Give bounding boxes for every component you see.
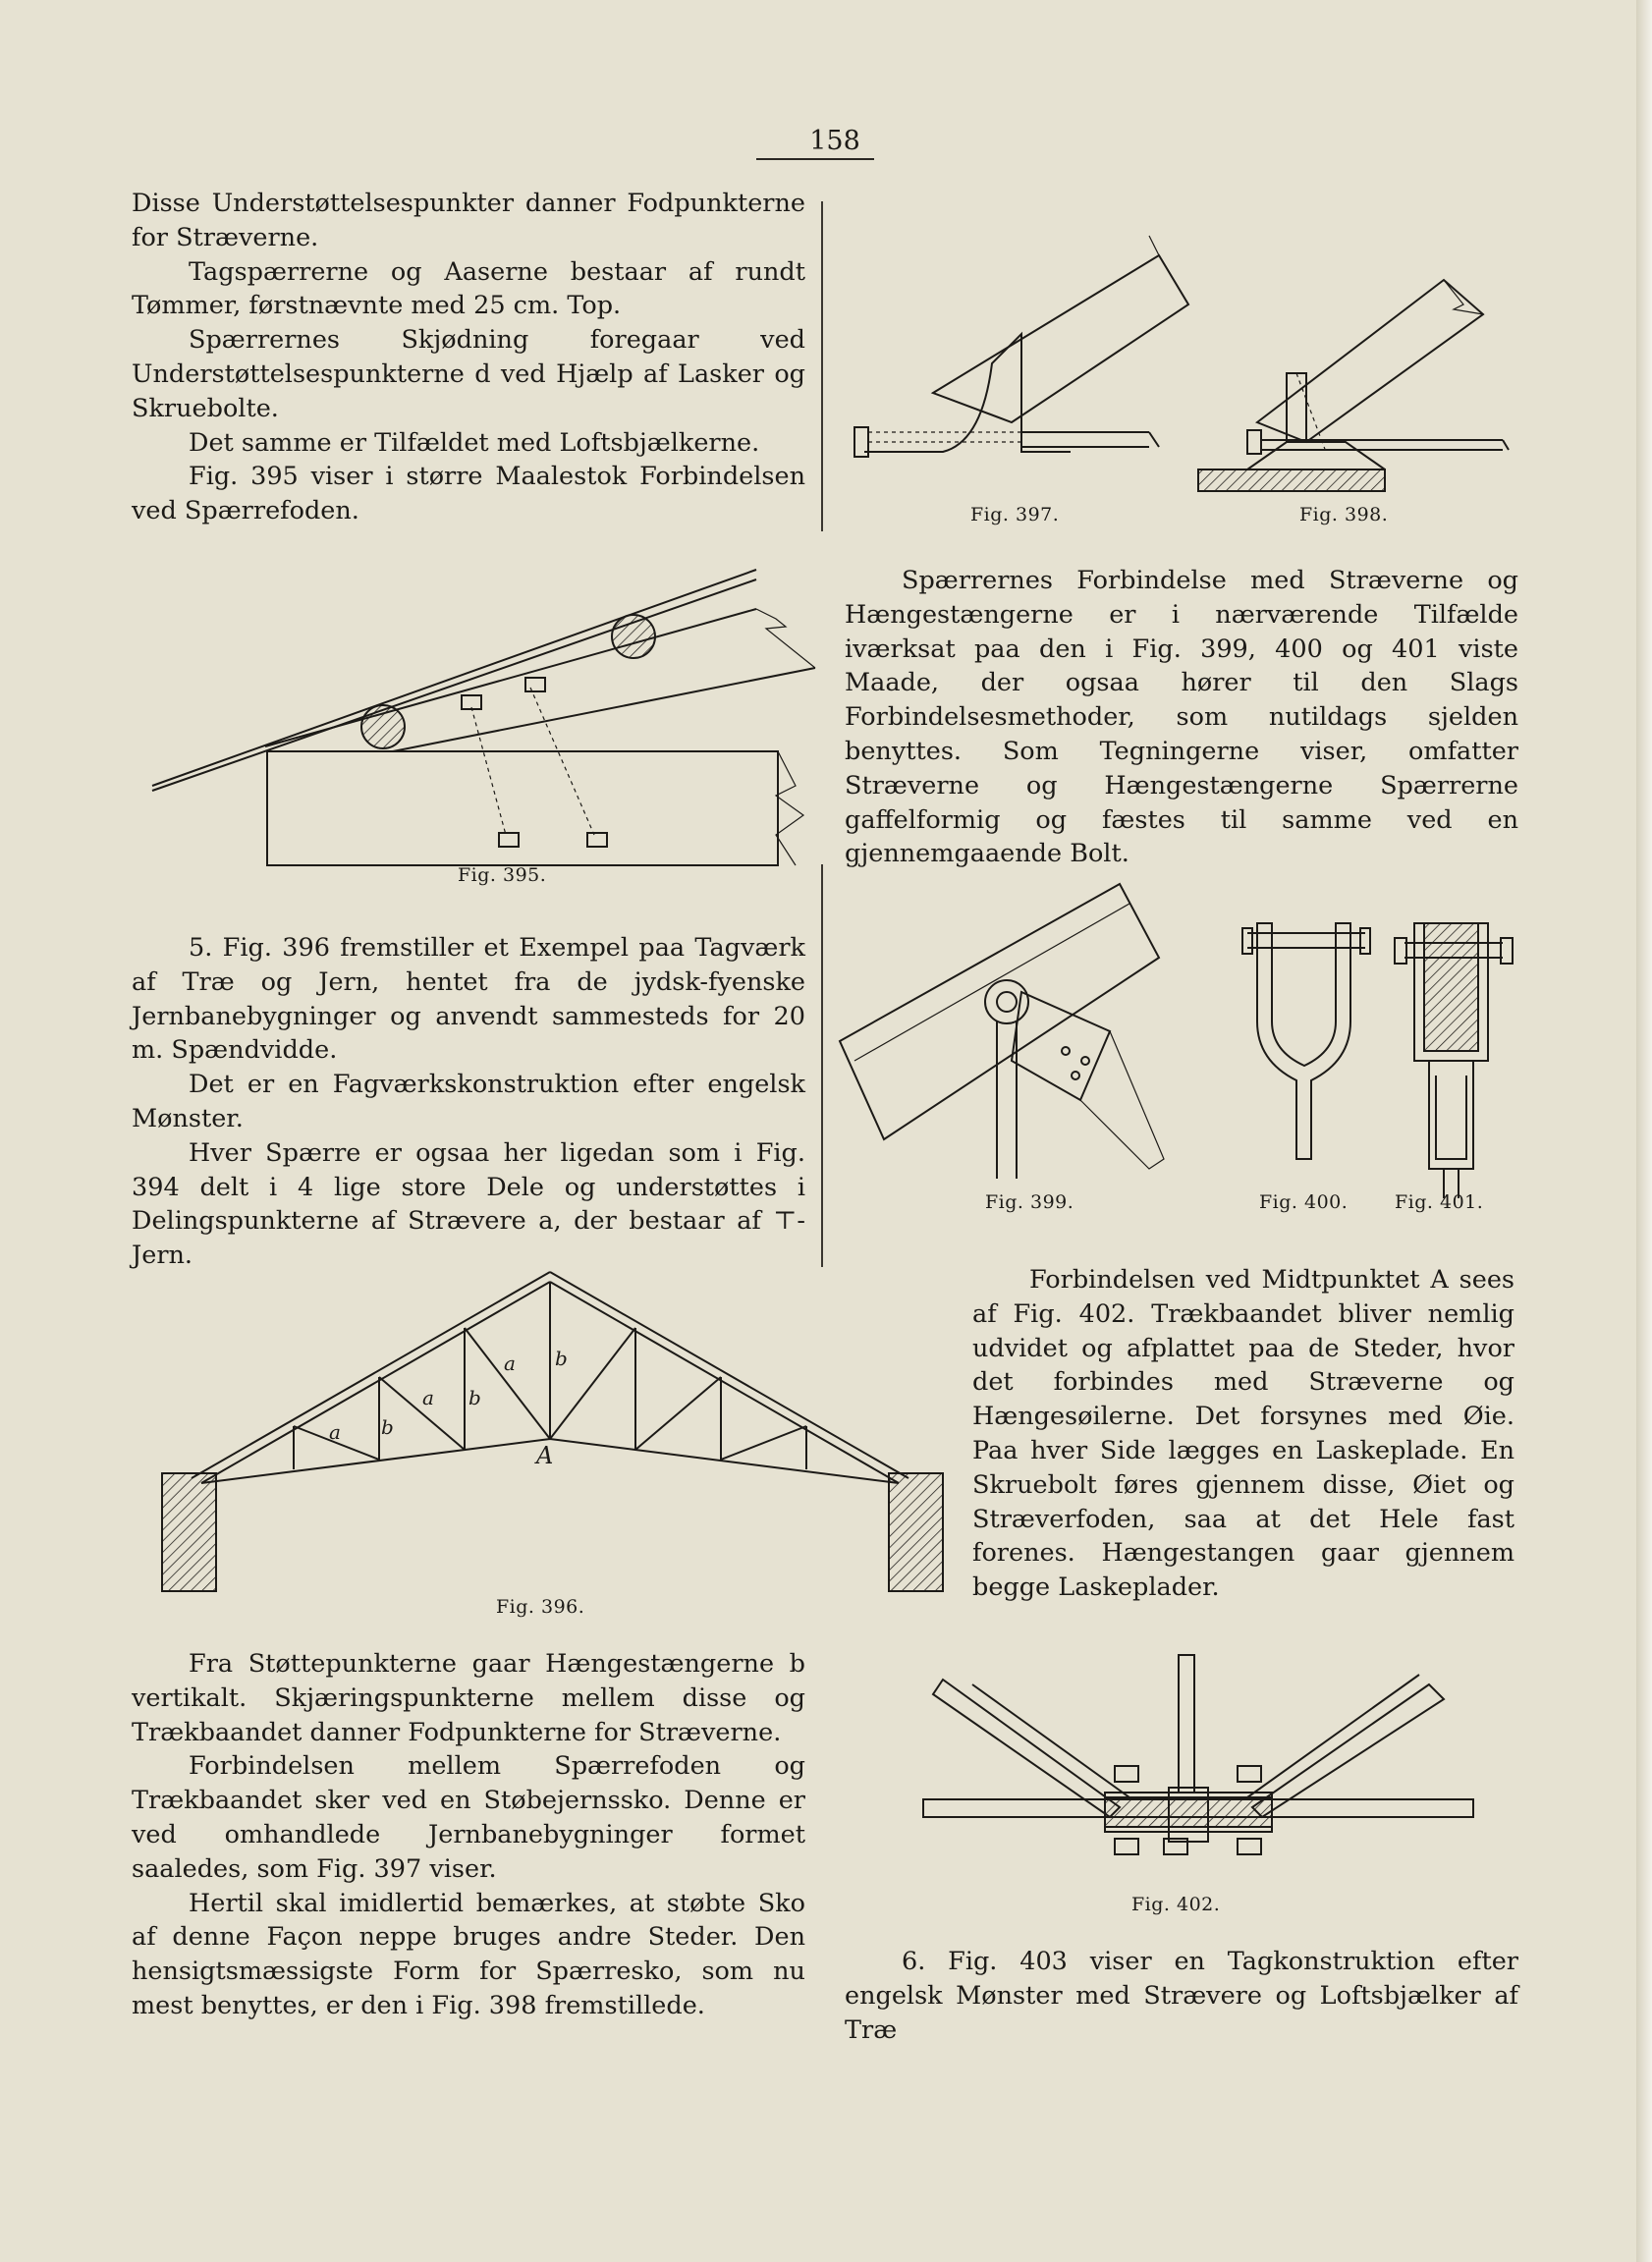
paragraph: Det er en Fagværkskonstruktion efter engelsk Mønster. — [132, 1070, 805, 1133]
paragraph: Disse Understøttelsespunkter danner Fodpunkterne for Stræverne. — [132, 189, 805, 252]
paragraph: Hver Spærre er ogsaa her ligedan som i Fig. 394 delt i 4 lige store Dele og understøttes i Delingspunkterne af Strævere a, der bestaar af ⊤-Jern. — [132, 1137, 805, 1271]
fig-402-drawing — [913, 1650, 1503, 1896]
label-a: a — [329, 1420, 341, 1444]
fig-397-398-drawing — [835, 226, 1522, 501]
caption-fig-397: Fig. 397. — [970, 504, 1060, 525]
fig-399-401-drawing — [835, 884, 1522, 1198]
label-b: b — [555, 1347, 568, 1370]
paragraph: Tagspærrerne og Aaserne bestaar af rundt Tømmer, førstnævnte med 25 cm. Top. — [132, 256, 805, 321]
label-a: a — [422, 1386, 434, 1409]
left-text-middle — [132, 931, 805, 1273]
label-b: b — [381, 1415, 394, 1439]
page-number-rule — [756, 158, 874, 160]
column-rule-top — [821, 201, 823, 531]
column-rule-mid — [821, 864, 823, 1267]
paragraph: Spærrernes Forbindelse med Stræverne og Hængestængerne er i nærværende Tilfælde iværksat paa den i Fig. 399, 400 og 401 viste Maade, der ogsaa hører til den Slags Forbindelsesmethoder, som nutildags sjelden benyttes. Som Tegningerne viser, omfatter Stræverne og Hængestængerne Spærrerne gaffelformig og fæstes til samme ved en gjennemgaaende Bolt. — [845, 566, 1518, 869]
left-text-bottom — [132, 1647, 805, 2023]
caption-fig-399: Fig. 399. — [985, 1191, 1074, 1213]
label-a: a — [504, 1352, 516, 1375]
label-b: b — [468, 1386, 481, 1409]
paragraph: Spærrernes Skjødning foregaar ved Understøttelsespunkterne d ved Hjælp af Lasker og Skruebolte. — [132, 325, 805, 423]
paragraph: Hertil skal imidlertid bemærkes, at støbte Sko af denne Façon neppe bruges andre Steder. Den hensigtsmæssigste Form for Spærresko, som nu mest benyttes, er den i Fig. 398 fremstillede. — [132, 1888, 805, 2020]
left-text-top — [132, 187, 805, 528]
caption-fig-396: Fig. 396. — [496, 1596, 585, 1618]
right-text-bottom — [845, 1945, 1518, 2047]
fig-395-drawing — [147, 550, 815, 864]
caption-fig-398: Fig. 398. — [1299, 504, 1389, 525]
paragraph: 6. Fig. 403 viser en Tagkonstruktion efter engelsk Mønster med Strævere og Loftsbjælker af Træ — [845, 1947, 1518, 2045]
paragraph: Det samme er Tilfældet med Loftsbjælkerne. — [189, 427, 760, 458]
caption-fig-395: Fig. 395. — [458, 864, 547, 886]
paragraph: Forbindelsen mellem Spærrefoden og Trækbaandet sker ved en Støbejernssko. Denne er ved omhandlede Jernbanebygninger formet saaledes, som Fig. 397 viser. — [132, 1751, 805, 1884]
right-text-middle — [972, 1263, 1514, 1605]
right-text-top — [845, 564, 1518, 871]
page-edge — [1636, 0, 1652, 2262]
page-number: 158 — [809, 126, 860, 156]
caption-fig-400: Fig. 400. — [1259, 1191, 1349, 1213]
label-A: A — [536, 1442, 554, 1469]
paragraph: Fra Støttepunkterne gaar Hængestængerne b vertikalt. Skjæringspunkterne mellem disse og Trækbaandet danner Fodpunkterne for Stræverne. — [132, 1649, 805, 1747]
paragraph: Fig. 395 viser i større Maalestok Forbindelsen ved Spærrefoden. — [132, 462, 805, 526]
caption-fig-402: Fig. 402. — [1131, 1894, 1221, 1915]
caption-fig-401: Fig. 401. — [1395, 1191, 1484, 1213]
fig-396-truss-drawing — [147, 1267, 963, 1601]
paragraph: 5. Fig. 396 fremstiller et Exempel paa Tagværk af Træ og Jern, hentet fra de jydsk-fyenske Jernbanebygninger og anvendt sammesteds for 20 m. Spændvidde. — [132, 933, 805, 1066]
paragraph: Forbindelsen ved Midtpunktet A sees af Fig. 402. Trækbaandet bliver nemlig udvidet og afplattet paa de Steder, hvor det forbindes med Stræverne og Hængesøilerne. Det forsynes med Øie. Paa hver Side lægges en Laskeplade. En Skruebolt føres gjennem disse, Øiet og Stræverfoden, saa at det Hele fast forenes. Hængestangen gaar gjennem begge Laskeplader. — [972, 1265, 1514, 1603]
